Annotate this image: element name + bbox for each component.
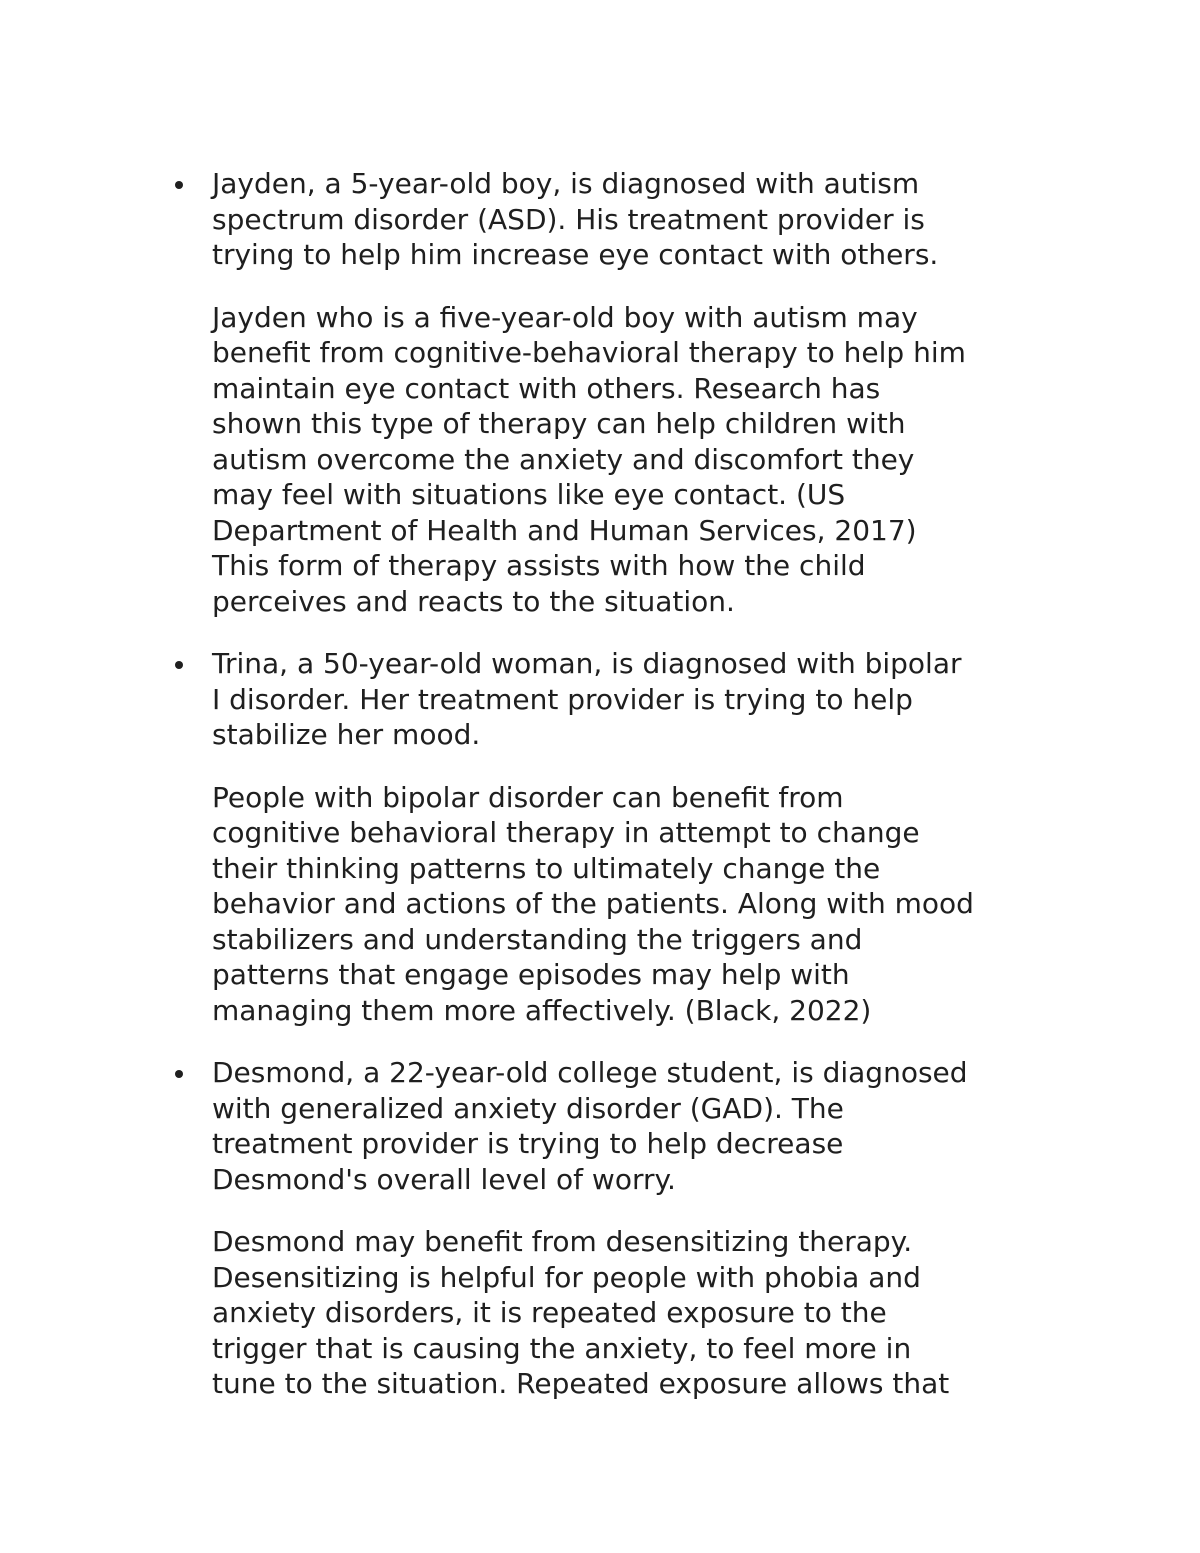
text-line: Desmond may benefit from desensitizing therapy.: [212, 1225, 913, 1258]
list-item: [212, 646, 1072, 1028]
text-line: perceives and reacts to the situation.: [212, 584, 735, 618]
text-line: trying to help him increase eye contact with others.: [212, 238, 939, 271]
text-line: their thinking patterns to ultimately change the: [212, 851, 881, 885]
text-line: I disorder. Her treatment provider is trying to help: [212, 682, 913, 716]
text-line: tune to the situation. Repeated exposure allows that: [212, 1367, 950, 1400]
list-item: [212, 166, 1072, 619]
text-line: Desensitizing is helpful for people with phobia and: [212, 1260, 921, 1294]
text-line: benefit from cognitive-behavioral therapy to help him: [212, 336, 966, 369]
text-line: People with bipolar disorder can benefit from: [212, 780, 844, 814]
text-line: may feel with situations like eye contact. (US: [212, 478, 846, 511]
text-line: stabilize her mood.: [212, 718, 481, 751]
text-line: trigger that is causing the anxiety, to feel more in: [212, 1331, 912, 1365]
list-item: [212, 1055, 1072, 1402]
bullet-icon: [175, 181, 183, 189]
bullet-list: [212, 166, 1072, 1429]
text-line: patterns that engage episodes may help with: [212, 958, 850, 991]
bullet-icon: [175, 1070, 183, 1078]
case-response: [212, 780, 1072, 1029]
text-line: Department of Health and Human Services, 2017): [212, 513, 917, 547]
text-line: Jayden who is a five-year-old boy with autism may: [212, 300, 918, 334]
text-line: maintain eye contact with others. Research has: [212, 371, 881, 405]
case-prompt: [212, 1055, 1072, 1197]
text-line: with generalized anxiety disorder (GAD). The: [212, 1091, 844, 1125]
case-prompt: [212, 646, 1072, 753]
text-line: anxiety disorders, it is repeated exposure to the: [212, 1296, 887, 1329]
text-line: spectrum disorder (ASD). His treatment provider is: [212, 202, 925, 236]
text-line: Desmond's overall level of worry.: [212, 1162, 676, 1196]
case-response: [212, 1224, 1072, 1402]
text-line: This form of therapy assists with how the child: [212, 549, 866, 582]
text-line: Desmond, a 22-year-old college student, is diagnosed: [212, 1056, 968, 1089]
text-line: managing them more affectively. (Black, 2022): [212, 993, 872, 1027]
case-prompt: [212, 166, 1072, 273]
text-line: cognitive behavioral therapy in attempt to change: [212, 816, 920, 849]
text-line: shown this type of therapy can help children with: [212, 407, 906, 440]
text-line: Jayden, a 5-year-old boy, is diagnosed with autism: [212, 167, 920, 200]
text-line: stabilizers and understanding the triggers and: [212, 922, 863, 956]
text-line: treatment provider is trying to help decrease: [212, 1127, 844, 1160]
bullet-icon: [175, 661, 183, 669]
text-line: behavior and actions of the patients. Along with mood: [212, 887, 974, 920]
case-response: [212, 300, 1072, 620]
text-line: Trina, a 50-year-old woman, is diagnosed with bipolar: [212, 647, 962, 680]
text-line: autism overcome the anxiety and discomfort they: [212, 442, 915, 476]
